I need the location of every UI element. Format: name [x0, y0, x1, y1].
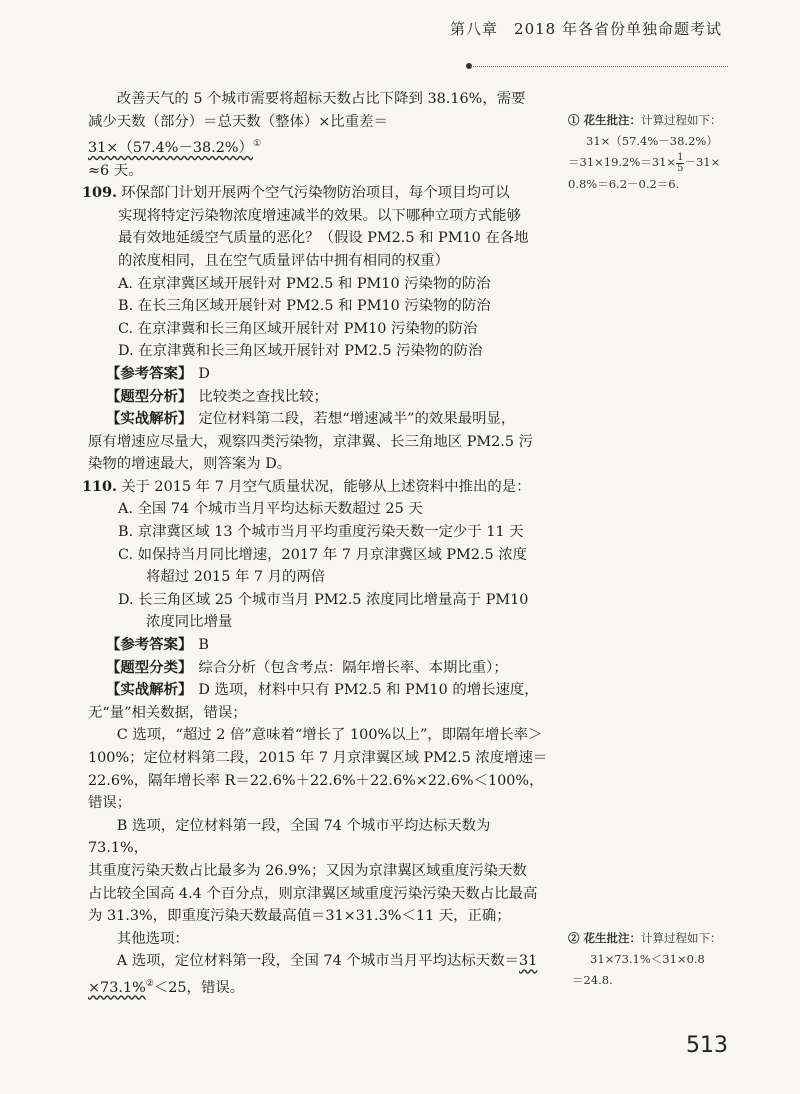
- question-number: 110.: [82, 477, 118, 495]
- wavy-underline-calc: 31: [519, 953, 538, 970]
- wavy-underline-calc: 31×（57.4%－38.2%）: [88, 139, 253, 156]
- option-d: D. 在京津冀和长三角区域开展针对 PM2.5 污染物的防治: [118, 343, 483, 360]
- footnote-marker: ①: [252, 139, 262, 150]
- main-column: [82, 88, 548, 999]
- option-a: A. 在京津冀区域开展针对 PM2.5 和 PM10 污染物的防治: [118, 275, 491, 292]
- intro-line: 改善天气的 5 个城市需要将超标天数占比下降到 38.16%，需要: [116, 91, 526, 107]
- answer-row: 【参考答案】 B: [106, 636, 209, 654]
- option-b: B. 京津冀区域 13 个城市当月平均重度污染天数一定少于 11 天: [118, 524, 524, 541]
- header-rule: [470, 66, 728, 67]
- question-number: 109.: [82, 184, 118, 202]
- analysis-row: 【实战解析】 D 选项，材料中只有 PM2.5 和 PM10 的增长速度，: [106, 681, 539, 699]
- type-row: 【题型分析】 比较类之查找比较；: [106, 387, 328, 405]
- margin-note-1: ① 花生批注：计算过程如下： 31×（57.4%－38.2%） ＝31×19.2%＝31× $\frac{1}{5}$ －31× 0.8%＝6.2－0.2＝6.: [568, 113, 722, 191]
- intro-line: ≈6 天。: [88, 162, 143, 179]
- running-header: 第八章 2018 年各省份单独命题考试: [450, 20, 722, 38]
- page-number: 513: [686, 1033, 728, 1058]
- question-109: 109. 环保部门计划开展两个空气污染物防治项目，每个项目均可以 实现将特定污染物浓度增速减半的效果。以下哪种立项方式能够 最有效地延缓空气质量的恶化？（假设 PM2.5 和 PM10 在各地 的浓度相同，且在空气质量评估中拥有相同的权重） A. 在京津冀区域开展针对 PM2.5 和 PM10 污染物的防治 B. 在长三角区域开展针对 PM2.5 和 PM10 污染物的防治 C. 在京津冀和长三角区域开展针对 PM10 污染物的防治 D. 在京津冀和长三角区域开展针对 PM2.5 污染物的防治 【参考答案】 D 【题型分析】 比较类之查找比较； 【实战解析】 定位材料第二段，若想“增速减半”的效果最明显， 原有增速应尽量大，观察四类污染物，京津翼、长三角地区 PM2.5 污 染物的增速最大，则答案为 D。: [88, 182, 548, 476]
- type-row: 【题型分类】 综合分析（包含考点：隔年增长率、本期比重）；: [106, 658, 508, 676]
- option-c: C. 如保持当月同比增速，2017 年 7 月京津冀区域 PM2.5 浓度: [118, 546, 528, 563]
- wavy-underline-calc: ×73.1%: [88, 979, 146, 996]
- margin-note-2: ② 花生批注：计算过程如下： 31×73.1%＜31×0.8 ＝24.8.: [568, 931, 722, 987]
- option-c: C. 在京津冀和长三角区域开展针对 PM10 污染物的防治: [118, 320, 478, 337]
- question-110: 110. 关于 2015 年 7 月空气质量状况，能够从上述资料中推出的是： A. 全国 74 个城市当月平均达标天数超过 25 天 B. 京津冀区域 13 个城市当月平均重度污染天数一定少于 11 天 C. 如保持当月同比增速，2017 年 7 月京津冀区域 PM2.5 浓度 将超过 2015 年 7 月的两倍 D. 长三角区域 25 个城市当月 PM2.5 浓度同比增量高于 PM10 浓度同比增量 【参考答案】 B 【题型分类】 综合分析（包含考点：隔年增长率、本期比重）； 【实战解析】 D 选项，材料中只有 PM2.5 和 PM10 的增长速度， 无“量”相关数据，错误； C 选项，“超过 2 倍”意味着“增长了 100%以上”，即隔年增长率＞ 100%；定位材料第二段，2015 年 7 月京津翼区域 PM2.5 浓度增速＝ 22.6%，隔年增长率 R＝22.6%＋22.6%＋22.6%×22.6%＜100%，错误； B 选项，定位材料第一段，全国 74 个城市平均达标天数为 73.1%， 其重度污染天数占比最多为 26.9%；又因为京津翼区域重度污染天数 占比较全国高 4.4 个百分点，则京津翼区域重度污染污染天数占比最高 为 31.3%，即重度污染天数最高值＝31×31.3%＜11 天，正确； 其他选项： A 选项，定位材料第一段，全国 74 个城市当月平均达标天数＝31 ×73.1%②＜25，错误。: [82, 477, 548, 996]
- analysis-row: 【实战解析】 定位材料第二段，若想“增速减半”的效果最明显，: [106, 410, 516, 428]
- answer-row: 【参考答案】 D: [106, 364, 210, 382]
- option-d: D. 长三角区域 25 个城市当月 PM2.5 浓度同比增量高于 PM10: [118, 591, 529, 608]
- fraction: $\frac{1}{5}$: [677, 151, 684, 174]
- option-a: A. 全国 74 个城市当月平均达标天数超过 25 天: [118, 501, 423, 518]
- footnote-marker: ②: [145, 978, 154, 989]
- option-b: B. 在长三角区域开展针对 PM2.5 和 PM10 污染物的防治: [118, 298, 491, 315]
- intro-line: 减少天数（部分）＝总天数（整体）×比重差＝31×（57.4%－38.2%）①: [88, 113, 388, 156]
